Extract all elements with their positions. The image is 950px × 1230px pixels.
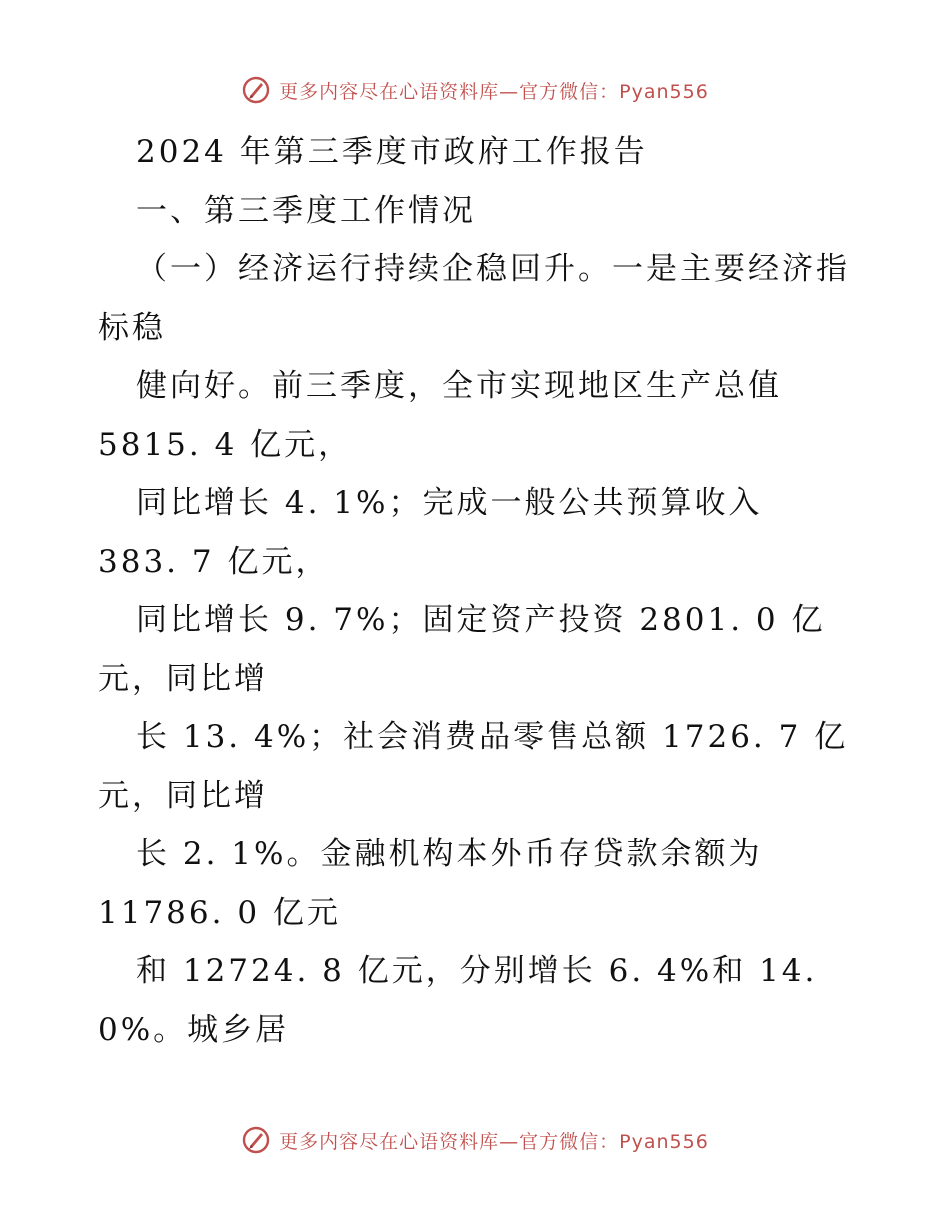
paragraph-line: （一）经济运行持续企稳回升。一是主要经济指 (136, 251, 850, 287)
document-body (98, 123, 898, 1059)
header-watermark (0, 70, 950, 110)
document-title: 2024 年第三季度市政府工作报告 (136, 134, 648, 170)
paragraph-line: 元，同比增 (98, 777, 268, 814)
section-heading: 一、第三季度工作情况 (136, 192, 476, 229)
paragraph-line: 元，同比增 (98, 660, 268, 697)
quill-pen-logo-icon (241, 75, 271, 105)
paragraph-line: 标稳 (98, 309, 166, 346)
paragraph-line: 长 13. 4%；社会消费品零售总额 1726. 7 亿 (136, 719, 849, 755)
quill-pen-logo-icon (241, 1125, 271, 1155)
footer-watermark (0, 1120, 950, 1160)
watermark-text: 更多内容尽在心语资料库—官方微信：Pyan556 (279, 1130, 709, 1153)
paragraph-line: 同比增长 9. 7%；固定资产投资 2801. 0 亿 (136, 602, 826, 638)
paragraph-line: 11786. 0 亿元 (98, 894, 341, 931)
paragraph-line: 同比增长 4. 1%；完成一般公共预算收入 (136, 485, 763, 521)
paragraph-line: 0%。城乡居 (98, 1011, 290, 1048)
paragraph-line: 长 2. 1%。金融机构本外币存贷款余额为 (136, 836, 763, 872)
paragraph-line: 5815. 4 亿元， (98, 426, 353, 463)
paragraph-line: 和 12724. 8 亿元，分别增长 6. 4%和 14. (136, 953, 818, 989)
watermark-text: 更多内容尽在心语资料库—官方微信：Pyan556 (279, 80, 709, 103)
paragraph-line: 健向好。前三季度，全市实现地区生产总值 (136, 368, 782, 404)
paragraph-line: 383. 7 亿元， (98, 543, 330, 580)
